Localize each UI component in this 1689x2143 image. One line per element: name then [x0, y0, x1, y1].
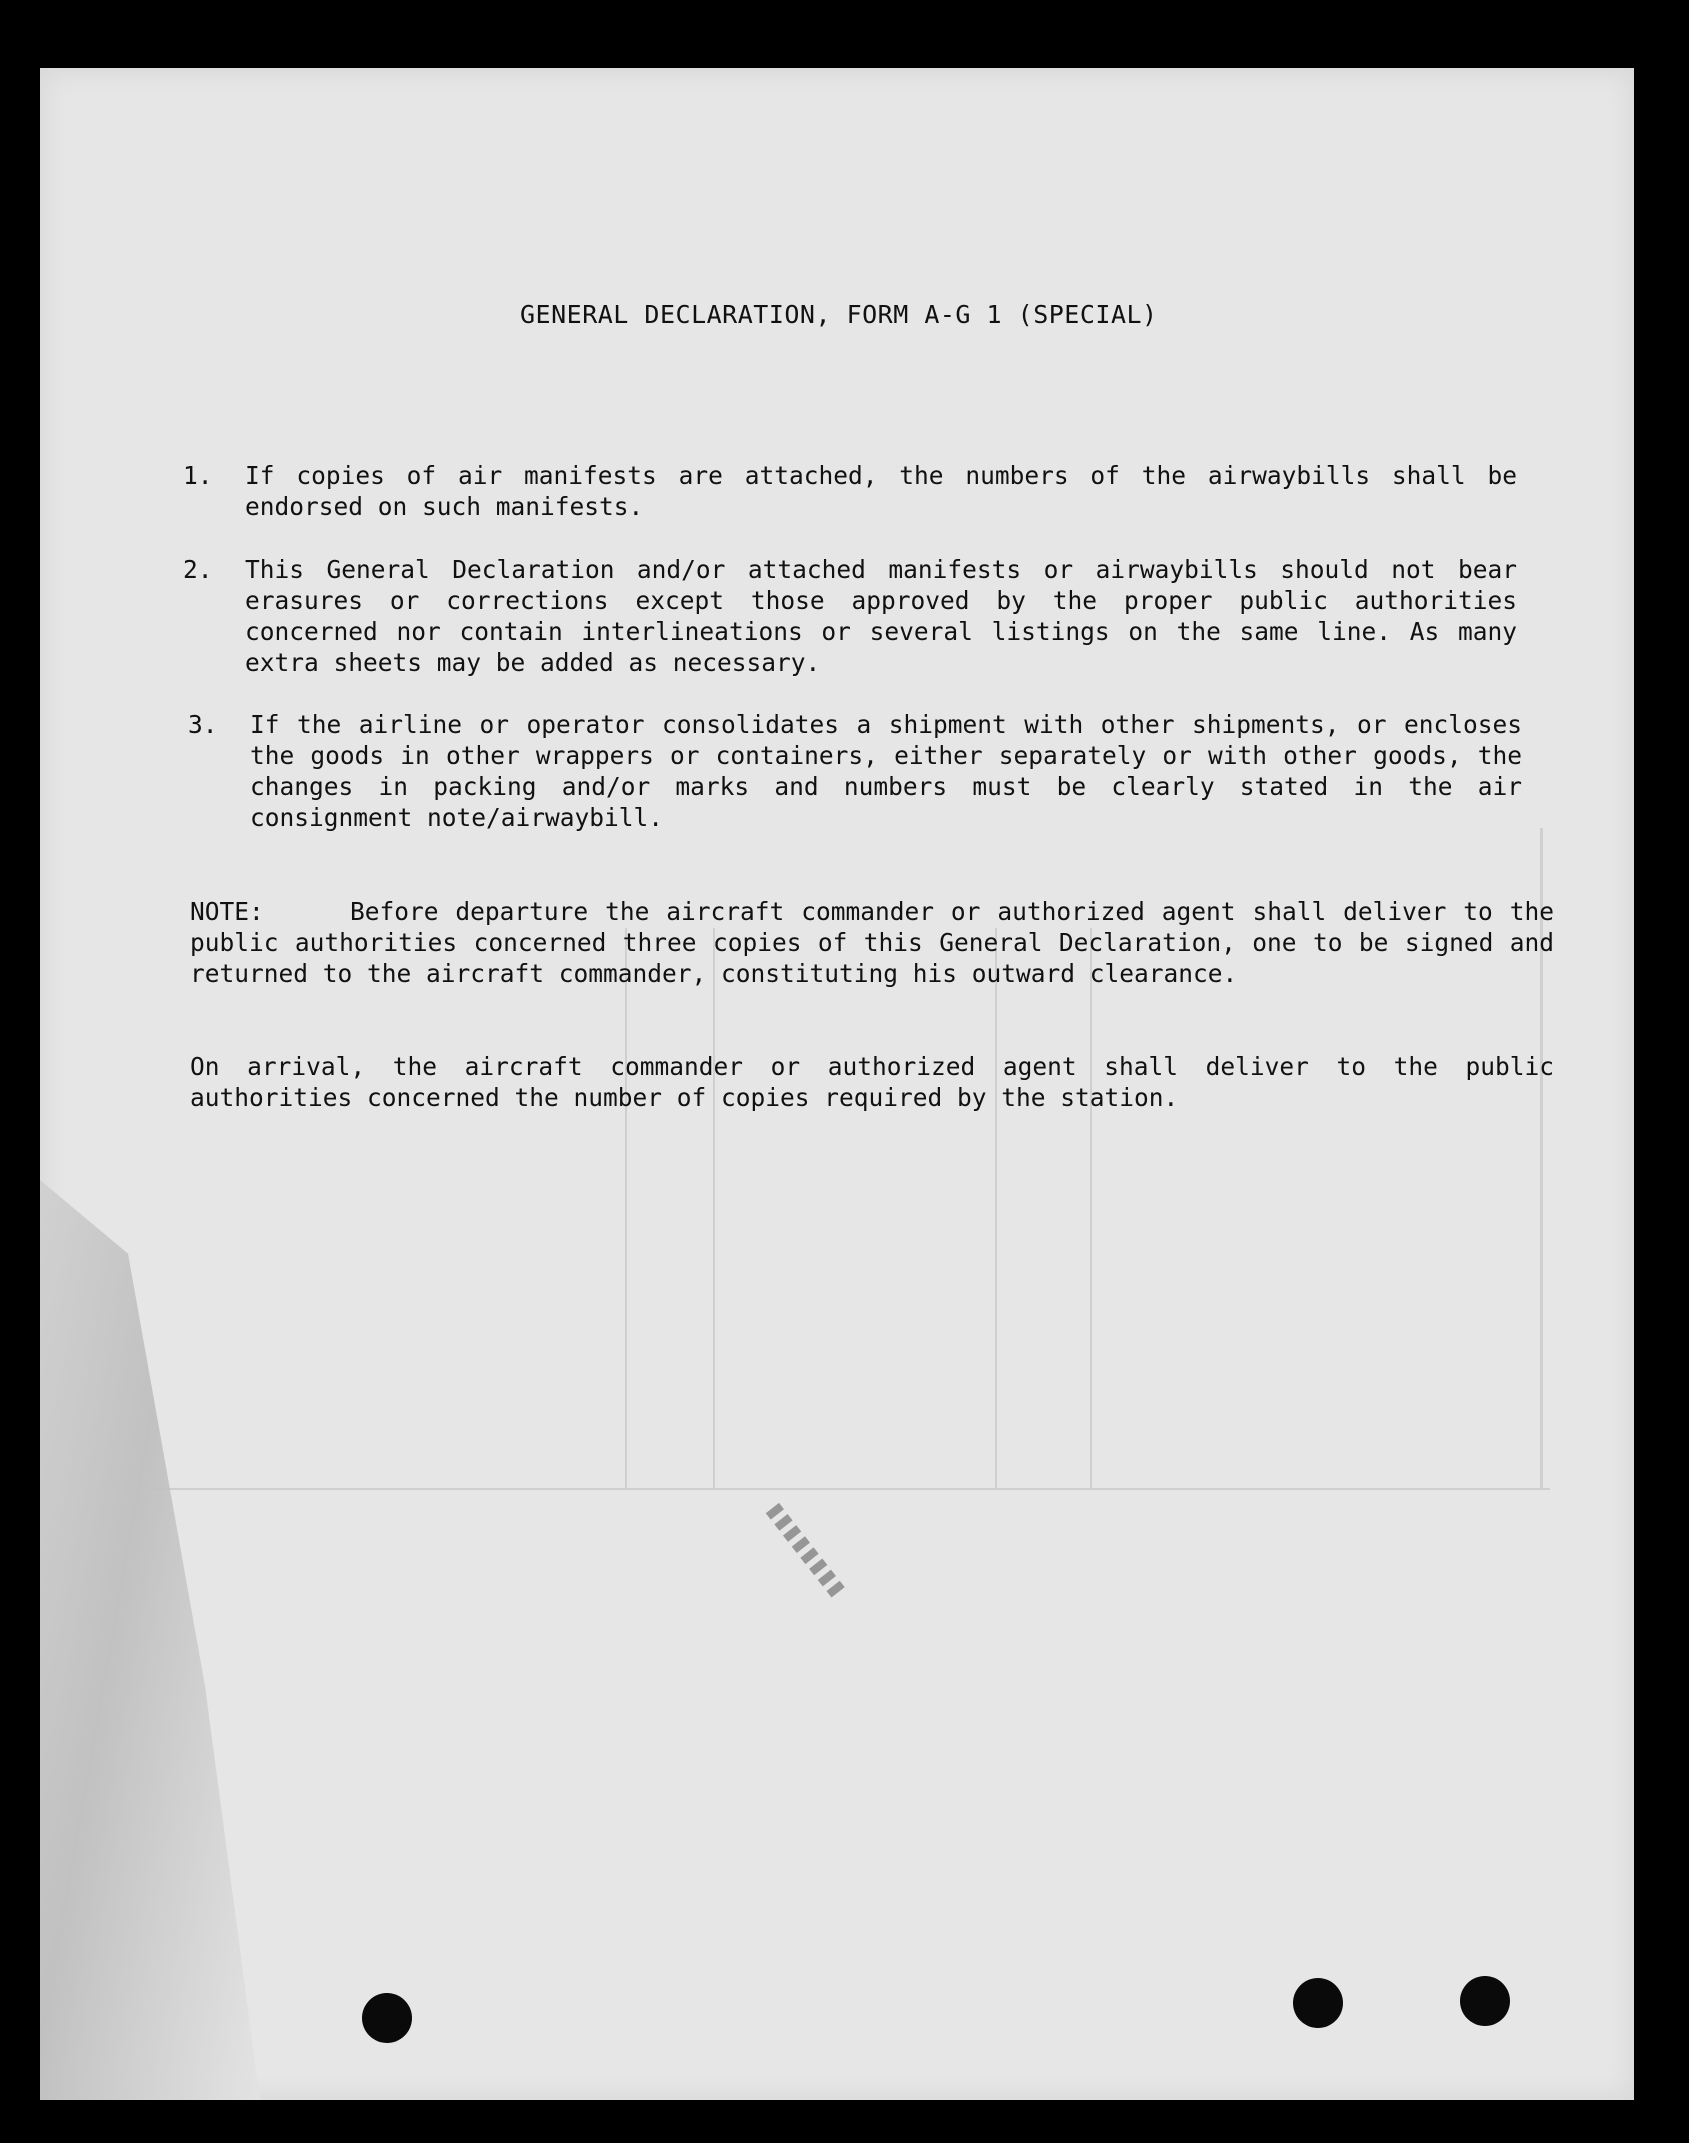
item-number: 2. — [183, 555, 213, 584]
rubber-stamp: ▮▮▮▮▮▮▮▮ — [761, 1498, 852, 1603]
item-text: If the airline or operator consolidates a shipment with other shipments, or encloses the goods in other wrappers or containers, either separately or with other goods, the changes in packing and/or marks and numbers must be clearly stated in the air consignment note/airwaybill. — [250, 710, 1522, 832]
page-title: GENERAL DECLARATION, FORM A-G 1 (SPECIAL) — [520, 300, 1158, 329]
item-text: This General Declaration and/or attached manifests or airwaybills should not bear erasures or corrections except those approved by the proper public authorities concerned nor contain interlineations or several listings on the same line. As many extra sheets may be added as necessary. — [245, 555, 1517, 677]
note-paragraph — [190, 896, 1554, 989]
arrival-paragraph: On arrival, the aircraft commander or authorized agent shall deliver to the public authorities concerned the number of copies required by the station. — [190, 1052, 1554, 1112]
document-text — [40, 68, 1634, 2100]
item-text: If copies of air manifests are attached, the numbers of the airwaybills shall be endorsed on such manifests. — [245, 461, 1517, 521]
punch-hole — [1460, 1976, 1510, 2026]
note-label: NOTE: — [190, 897, 264, 926]
punch-hole — [362, 1993, 412, 2043]
punch-hole — [1293, 1978, 1343, 2028]
paper-sheet — [40, 68, 1634, 2100]
item-number: 1. — [183, 461, 213, 490]
note-text: Before departure the aircraft commander or authorized agent shall deliver to the public authorities concerned three copies of this General Declaration, one to be signed and returned to the aircraft commander, constituting his outward clearance. — [190, 897, 1554, 988]
item-number: 3. — [188, 710, 218, 739]
